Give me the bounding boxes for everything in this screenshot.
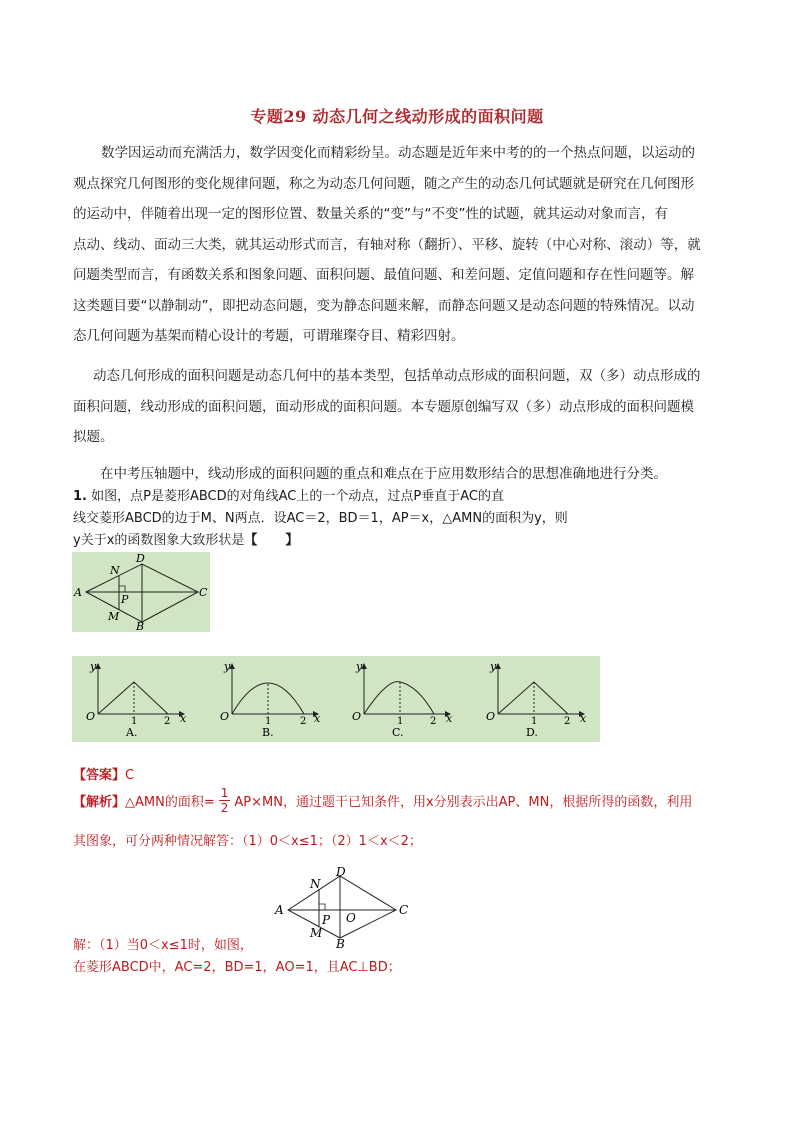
intro-line: 拟题。	[73, 429, 114, 445]
choice-c-graph[interactable]	[352, 660, 453, 739]
intro-line: 问题类型而言，有函数关系和图象问题、面积问题、最值问题、和差问题、定值问题和存在性问题等。解	[73, 267, 694, 283]
rhombus-diagram-2	[270, 864, 420, 950]
label-C: C	[399, 903, 409, 917]
label-O: O	[346, 911, 356, 925]
label-N: N	[310, 877, 321, 891]
x-axis-label: x	[446, 712, 453, 725]
tick-2: 2	[564, 716, 571, 727]
origin-label: O	[352, 710, 362, 723]
answer-bracket-open: 【	[244, 533, 258, 548]
x-axis-label: x	[180, 712, 187, 725]
intro-line: 观点探究几何图形的变化规律问题，称之为动态几何问题，随之产生的动态几何试题就是研究在几何图形	[73, 175, 694, 192]
analysis-pre: △AMN的面积=	[125, 795, 215, 810]
intro-paragraph-2	[73, 361, 723, 453]
tick-2: 2	[300, 716, 307, 727]
tick-1: 1	[531, 716, 538, 727]
label-D: D	[336, 865, 346, 879]
choice-a-graph[interactable]	[86, 660, 187, 739]
question-line-1	[73, 486, 504, 509]
intro-line: 这类题目要“以静制动”，即把动态问题，变为静态问题来解，而静态问题又是动态问题的特殊情况。以动	[73, 297, 695, 314]
label-P: P	[121, 593, 129, 606]
intro-line: 点动、线动、面动三大类，就其运动形式而言，有轴对称（翻折）、平移、旋转（中心对称、滚动）等，就	[73, 236, 701, 253]
intro-paragraph-1	[73, 138, 723, 352]
question-line-3	[73, 530, 298, 553]
tick-2: 2	[430, 716, 437, 727]
choices-panel	[72, 656, 600, 742]
rhombus-figure	[72, 552, 210, 632]
choice-c-label: C.	[392, 726, 404, 739]
tick-1: 1	[265, 716, 272, 727]
analysis-line-1	[73, 786, 692, 815]
question-text-3: y关于x的函数图象大致形状是	[73, 533, 245, 548]
intro-paragraph-3: 在中考压轴题中，线动形成的面积问题的重点和难点在于应用数形结合的思想准确地进行分类。	[100, 466, 667, 482]
choices-diagram	[72, 656, 600, 742]
intro-line: 面积问题，线动形成的面积问题，面动形成的面积问题。本专题原创编写双（多）动点形成的面积问题模	[73, 398, 694, 415]
answer-line	[73, 764, 134, 783]
fraction-one-half	[219, 786, 231, 815]
label-B: B	[136, 620, 145, 632]
fraction-numerator: 1	[220, 786, 229, 800]
x-axis-label: x	[314, 712, 321, 725]
origin-label: O	[486, 710, 496, 723]
tick-1: 1	[397, 716, 404, 727]
page-title: 专题29 动态几何之线动形成的面积问题	[250, 107, 544, 126]
question-text-1: 如图，点P是菱形ABCD的对角线AC上的一个动点，过点P垂直于AC的直	[91, 489, 504, 504]
y-axis-label: y	[224, 660, 231, 673]
label-A: A	[74, 586, 82, 599]
analysis-label: 【解析】	[73, 795, 126, 810]
label-N: N	[110, 564, 120, 577]
label-C: C	[199, 586, 208, 599]
question-line-2: 线交菱形ABCD的边于M、N两点．设AC＝2，BD＝1，AP＝x，△AMN的面积为y，则	[73, 511, 568, 526]
answer-label: 【答案】	[73, 768, 126, 783]
label-P: P	[322, 913, 331, 927]
choice-d-graph[interactable]	[486, 660, 587, 739]
choice-a-label: A.	[126, 726, 138, 739]
label-M: M	[108, 610, 120, 623]
analysis-line-2: 其图象，可分两种情况解答：（1）0＜x≤1；（2）1＜x＜2；	[73, 834, 422, 849]
solution-line-2: 在菱形ABCD中，AC=2，BD=1，AO=1，且AC⊥BD；	[73, 960, 401, 975]
y-axis-label: y	[356, 660, 363, 673]
fraction-denominator: 2	[220, 801, 229, 815]
origin-label: O	[86, 710, 96, 723]
choice-d-label: D.	[526, 726, 538, 739]
solution-line-1: 解：（1）当0＜x≤1时，如图，	[73, 938, 253, 953]
choice-b-label: B.	[262, 726, 274, 739]
x-axis-label: x	[580, 712, 587, 725]
rhombus-figure-2	[270, 864, 420, 950]
rhombus-diagram	[72, 552, 210, 632]
intro-line: 态几何问题为基架而精心设计的考题，可谓璀璨夺目、精彩四射。	[73, 328, 465, 344]
label-D: D	[136, 552, 145, 565]
choice-b-graph[interactable]	[220, 660, 321, 739]
label-B: B	[336, 937, 345, 950]
answer-value: C	[125, 768, 135, 783]
y-axis-label: y	[490, 660, 497, 673]
question-number: 1.	[73, 489, 87, 504]
label-M: M	[310, 926, 323, 940]
origin-label: O	[220, 710, 230, 723]
intro-line: 数学因运动而充满活力，数学因变化而精彩纷呈。动态题是近年来中考的的一个热点问题，以运动的	[101, 145, 695, 161]
intro-line: 动态几何形成的面积问题是动态几何中的基本类型，包括单动点形成的面积问题，双（多）动点形成的	[93, 368, 701, 384]
tick-1: 1	[131, 716, 138, 727]
intro-line: 的运动中，伴随着出现一定的图形位置、数量关系的“变”与“不变”性的试题，就其运动对象而言，有	[73, 206, 668, 222]
label-A: A	[275, 903, 284, 917]
answer-bracket-close: 】	[285, 533, 299, 548]
tick-2: 2	[164, 716, 171, 727]
analysis-post: AP×MN，通过题干已知条件，用x分别表示出AP、MN，根据所得的函数，利用	[234, 795, 693, 810]
y-axis-label: y	[90, 660, 97, 673]
